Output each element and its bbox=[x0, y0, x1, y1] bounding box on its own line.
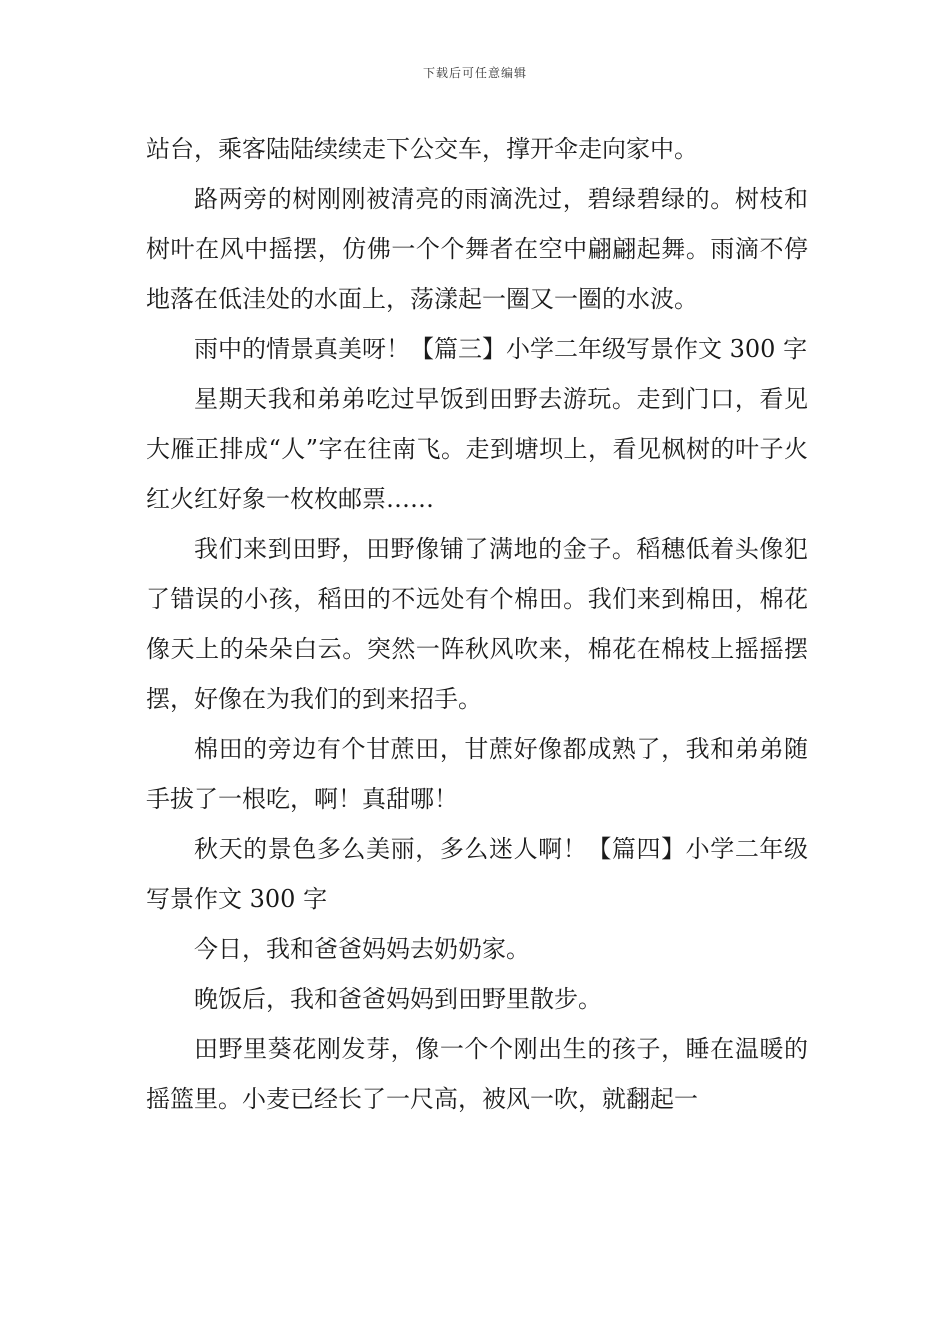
paragraph: 今日，我和爸爸妈妈去奶奶家。 bbox=[194, 935, 530, 963]
paragraph: 雨中的情景真美呀！【篇三】小学二年级写景作文 300 字 bbox=[194, 335, 808, 363]
paragraph: 田野里葵花刚发芽，像一个个刚出生的孩子，睡在温暖的摇篮里。小麦已经长了一尺高，被风一吹，就翻起一 bbox=[146, 1035, 808, 1113]
paragraph: 棉田的旁边有个甘蔗田，甘蔗好像都成熟了，我和弟弟随手拔了一根吃，啊！真甜哪！ bbox=[146, 735, 808, 813]
paragraph: 星期天我和弟弟吃过早饭到田野去游玩。走到门口，看见大雁正排成“人”字在往南飞。走到塘坝上，看见枫树的叶子火红火红好象一枚枚邮票…… bbox=[146, 385, 808, 513]
paragraph: 秋天的景色多么美丽，多么迷人啊！【篇四】小学二年级写景作文 300 字 bbox=[146, 835, 808, 913]
document-body bbox=[146, 124, 808, 1124]
page-header: 下载后可任意编辑 bbox=[422, 66, 527, 80]
paragraph: 路两旁的树刚刚被清亮的雨滴洗过，碧绿碧绿的。树枝和树叶在风中摇摆，仿佛一个个舞者在空中翩翩起舞。雨滴不停地落在低洼处的水面上，荡漾起一圈又一圈的水波。 bbox=[146, 185, 808, 313]
paragraph: 站台，乘客陆陆续续走下公交车，撑开伞走向家中。 bbox=[146, 135, 698, 163]
paragraph: 我们来到田野，田野像铺了满地的金子。稻穗低着头像犯了错误的小孩，稻田的不远处有个棉田。我们来到棉田，棉花像天上的朵朵白云。突然一阵秋风吹来，棉花在棉枝上摇摇摆摆，好像在为我们的到来招手。 bbox=[146, 535, 808, 713]
paragraph: 晚饭后，我和爸爸妈妈到田野里散步。 bbox=[194, 985, 602, 1013]
